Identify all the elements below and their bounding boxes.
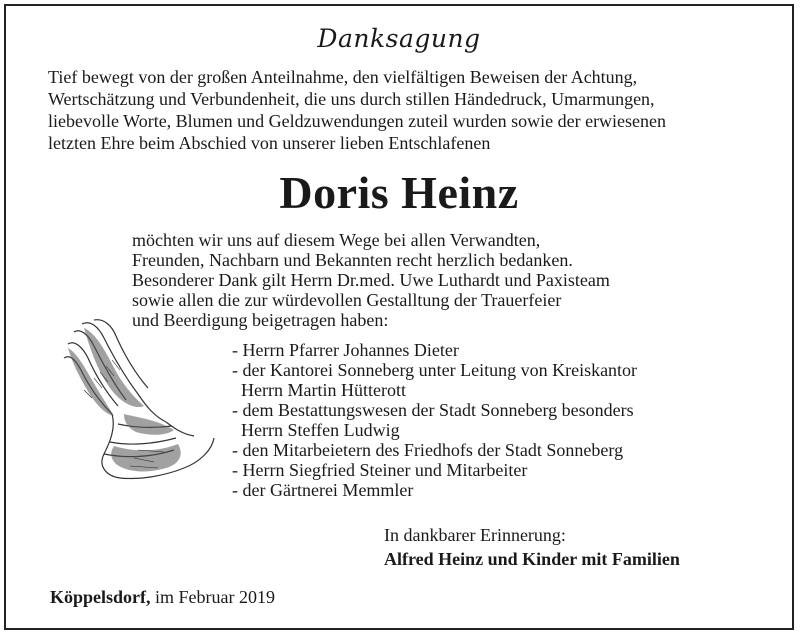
thanks-line: sowie allen die zur würdevollen Gestalltung der Trauerfeier [132, 290, 562, 310]
family-names: Alfred Heinz und Kinder mit Familien [384, 549, 680, 569]
intro-line: liebevolle Worte, Blumen und Geldzuwendungen zuteil wurden sowie der erwiesenen [48, 111, 667, 131]
list-item: - den Mitarbeietern des Friedhofs der Stadt Sonneberg [232, 440, 624, 460]
thanks-line: möchten wir uns auf diesem Wege bei allen Verwandten, [132, 230, 541, 250]
intro-line: letzten Ehre beim Abschied von unserer lieben Entschlafenen [48, 133, 491, 153]
list-item: Herrn Steffen Ludwig [232, 420, 400, 440]
list-item: - Herrn Pfarrer Johannes Dieter [232, 340, 459, 360]
notice-heading: Danksagung [317, 24, 481, 53]
place-date [50, 587, 275, 608]
acknowledgement-list [232, 340, 637, 500]
list-item: Herrn Martin Hütterott [232, 380, 406, 400]
deceased-name: Doris Heinz [279, 167, 519, 218]
thanks-line: und Beerdigung beigetragen haben: [132, 310, 389, 330]
list-item: - Herrn Siegfried Steiner und Mitarbeiter [232, 460, 528, 480]
thanks-line: Freunden, Nachbarn und Bekannten recht herzlich bedanken. [132, 250, 573, 270]
intro-line: Tief bewegt von der großen Anteilnahme, den vielfältigen Beweisen der Achtung, [48, 67, 638, 87]
notice-frame [4, 4, 794, 630]
closing-text: In dankbarer Erinnerung: [384, 525, 566, 545]
intro-text [48, 66, 750, 154]
list-item: - der Gärtnerei Memmler [232, 480, 414, 500]
list-item: - der Kantorei Sonneberg unter Leitung von Kreiskantor [232, 360, 638, 380]
praying-hands-icon [54, 318, 216, 484]
thanks-text [132, 230, 610, 330]
list-item: - dem Bestattungswesen der Stadt Sonneberg besonders [232, 400, 634, 420]
signature-block [384, 523, 680, 571]
place-name: Köppelsdorf, [50, 587, 151, 607]
thanks-line: Besonderer Dank gilt Herrn Dr.med. Uwe Luthardt und Paxisteam [132, 270, 610, 290]
date-text: im Februar 2019 [150, 587, 275, 607]
intro-line: Wertschätzung und Verbundenheit, die uns durch stillen Händedruck, Umarmungen, [48, 89, 655, 109]
